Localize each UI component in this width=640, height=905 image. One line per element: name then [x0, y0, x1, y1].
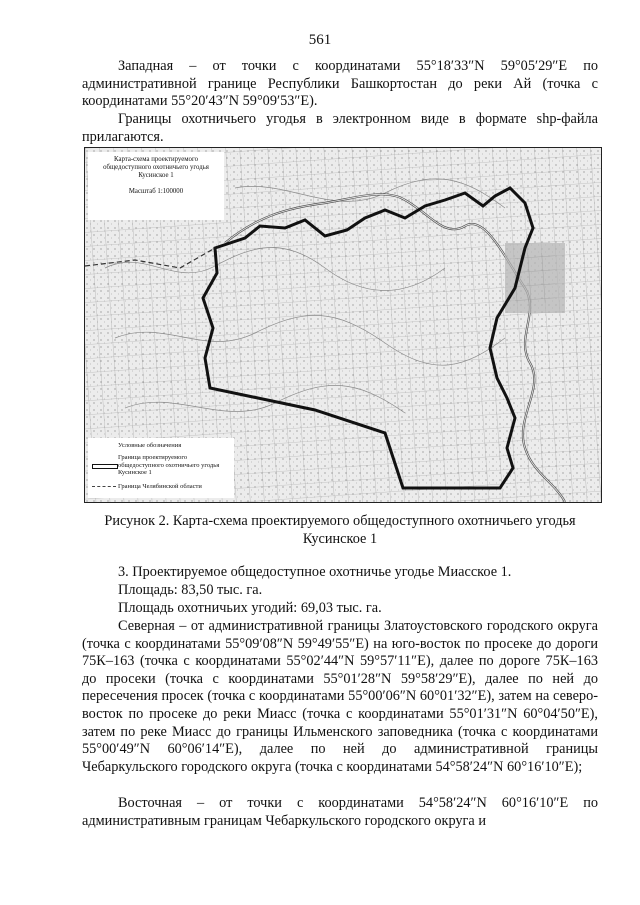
- west-boundary-paragraph: Западная – от точки с координатами 55°18′33″N 59°05′29″E по административной границе Республики Башкортостан до реки Ай (точка с координатами 55°20′43″N 59°09′53″E).: [82, 58, 598, 110]
- map-scale: Масштаб 1:100000: [128, 188, 184, 195]
- map-figure: [84, 147, 602, 503]
- map-legend: [88, 438, 234, 498]
- figure-caption: Рисунок 2. Карта-схема проектируемого общедоступного охотничьего угодья Кусинское 1: [104, 513, 576, 547]
- legend-oblast-border-symbol: [92, 486, 116, 487]
- map-title: Карта-схема проектируемого общедоступного охотничьего угодья Кусинское 1: [103, 156, 209, 179]
- legend-boundary-label: Граница проектируемого общедоступного охотничьего угодья Кусинское 1: [118, 454, 220, 476]
- legend-oblast-border-label: Граница Челябинской области: [118, 483, 202, 490]
- east-boundary-paragraph: Восточная – от точки с координатами 54°58′24″N 60°16′10″E по административным границам Чебаркульского городского округа и: [82, 795, 598, 829]
- section-heading: 3. Проектируемое общедоступное охотничье угодье Миасское 1.: [118, 564, 512, 580]
- legend-boundary-symbol: [92, 464, 118, 469]
- shp-files-paragraph: Границы охотничьего угодья в электронном виде в формате shp-файла прилагаются.: [82, 111, 598, 145]
- legend-title: Условные обозначения: [118, 442, 182, 449]
- page-number: 561: [308, 32, 332, 48]
- map-title-box: [88, 152, 224, 220]
- north-boundary-paragraph: Северная – от административной границы Златоустовского городского округа (точка с координатами 55°09′08″N 59°49′55″E) на юго-восток по просеке до дороги 75К–163 (точка с координатами 55°02′44″N 59°57′11″E), далее по дороге 75К–163 до просеки (точка с координатами 55°01′28″N 59°58′29″E), далее по ней до пересечения просек (точка с координатами 55°00′06″N 60°01′32″E), затем на северо-восток по просеке до реки Миасс (точка с координатами 55°01′31″N 60°04′50″E), затем по реке Миасс до границы Ильменского заповедника (точка с координатами 55°00′49″N 60°06′14″E), далее по ней до административной границы Чебаркульского городского округа (точка с координатами 54°58′24″N 60°16′10″E);: [82, 618, 598, 775]
- area-text: Площадь: 83,50 тыс. га.: [118, 582, 263, 598]
- hunting-area-text: Площадь охотничьих угодий: 69,03 тыс. га.: [118, 600, 382, 616]
